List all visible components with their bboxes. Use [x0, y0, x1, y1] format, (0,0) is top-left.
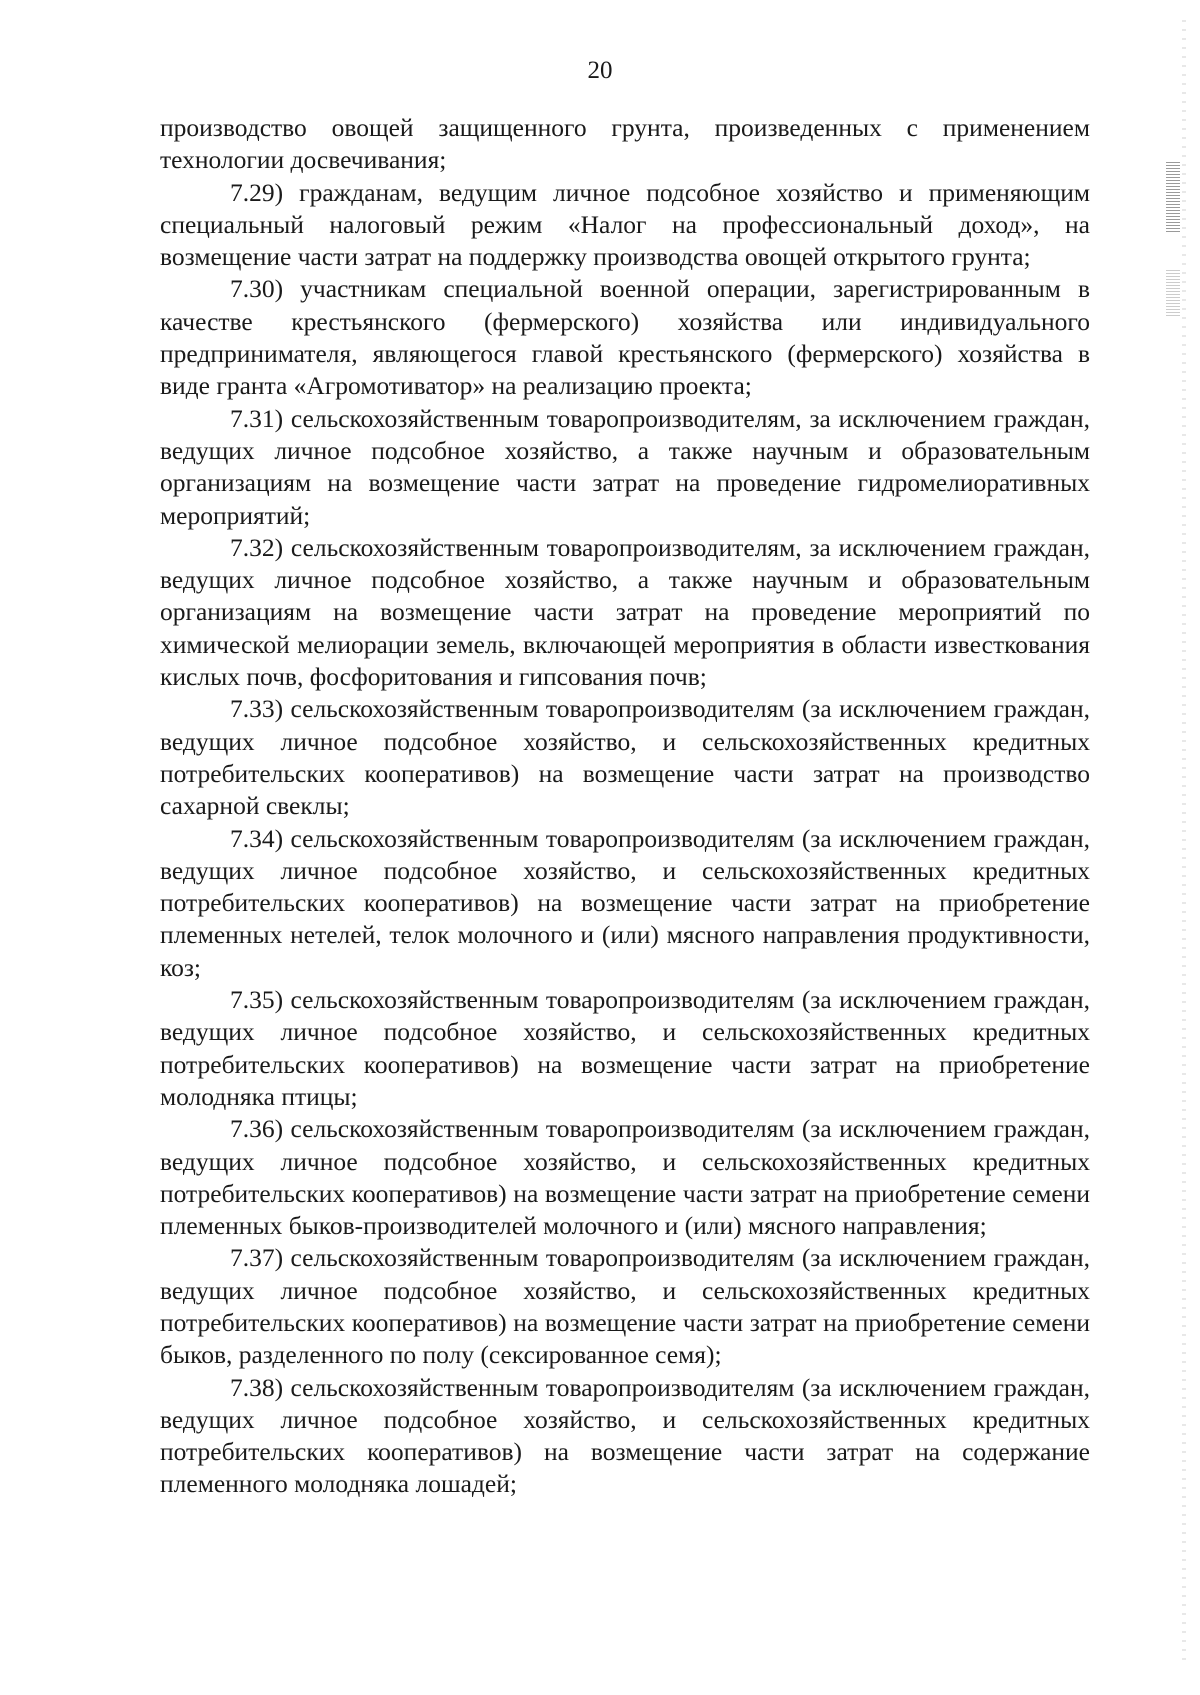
- paragraph-7-34: 7.34) сельскохозяйственным товаропроизводителям (за исключением граждан, ведущих личное подсобное хозяйство, и сельскохозяйственных кредитных потребительских кооперативов) на возмещение части затрат на приобретение племенных нетелей, телок молочного и (или) мясного направления продуктивности, коз;: [160, 823, 1090, 982]
- paragraph: производство овощей защищенного грунта, произведенных с применением технологии досвечивания;: [160, 113, 1090, 175]
- paragraph-7-33: 7.33) сельскохозяйственным товаропроизводителям (за исключением граждан, ведущих личное подсобное хозяйство, и сельскохозяйственных кредитных потребительских кооперативов) на возмещение части затрат на производство сахарной свеклы;: [160, 694, 1090, 821]
- paragraph-7-29: 7.29) гражданам, ведущим личное подсобное хозяйство и применяющим специальный налоговый режим «Налог на профессиональный доход», на возмещение части затрат на поддержку производства овощей открытого грунта;: [160, 177, 1090, 272]
- scan-edge-artifact: [1182, 20, 1186, 1660]
- paragraph-7-32: 7.32) сельскохозяйственным товаропроизводителям, за исключением граждан, ведущих личное подсобное хозяйство, а также научным и образовательным организациям на возмещение части затрат на проведение мероприятий по химической мелиорации земель, включающей мероприятия в области известкования кислых почв, фосфоритования и гипсования почв;: [160, 532, 1090, 692]
- scan-mark-artifact: [1166, 162, 1180, 232]
- paragraph-7-30: 7.30) участникам специальной военной операции, зарегистрированным в качестве крестьянского (фермерского) хозяйства или индивидуального предпринимателя, являющегося главой крестьянского (фермерского) хозяйства в виде гранта «Агромотиватор» на реализацию проекта;: [160, 274, 1090, 401]
- scan-mark-artifact: [1166, 270, 1180, 318]
- paragraph-7-37: 7.37) сельскохозяйственным товаропроизводителям (за исключением граждан, ведущих личное подсобное хозяйство, и сельскохозяйственных кредитных потребительских кооперативов) на возмещение части затрат на приобретение семени быков, разделенного по полу (сексированное семя);: [160, 1243, 1090, 1370]
- document-body: [160, 112, 1090, 1501]
- paragraph-7-31: 7.31) сельскохозяйственным товаропроизводителям, за исключением граждан, ведущих личное подсобное хозяйство, а также научным и образовательным организациям на возмещение части затрат на проведение гидромелиоративных мероприятий;: [160, 403, 1090, 530]
- page-number: 20: [587, 57, 613, 84]
- paragraph-7-38: 7.38) сельскохозяйственным товаропроизводителям (за исключением граждан, ведущих личное подсобное хозяйство, и сельскохозяйственных кредитных потребительских кооперативов) на возмещение части затрат на содержание племенного молодняка лошадей;: [160, 1372, 1090, 1499]
- paragraph-7-35: 7.35) сельскохозяйственным товаропроизводителям (за исключением граждан, ведущих личное подсобное хозяйство, и сельскохозяйственных кредитных потребительских кооперативов) на возмещение части затрат на приобретение молодняка птицы;: [160, 985, 1090, 1111]
- paragraph-7-36: 7.36) сельскохозяйственным товаропроизводителям (за исключением граждан, ведущих личное подсобное хозяйство, и сельскохозяйственных кредитных потребительских кооперативов) на возмещение части затрат на приобретение семени племенных быков-производителей молочного и (или) мясного направления;: [160, 1114, 1090, 1241]
